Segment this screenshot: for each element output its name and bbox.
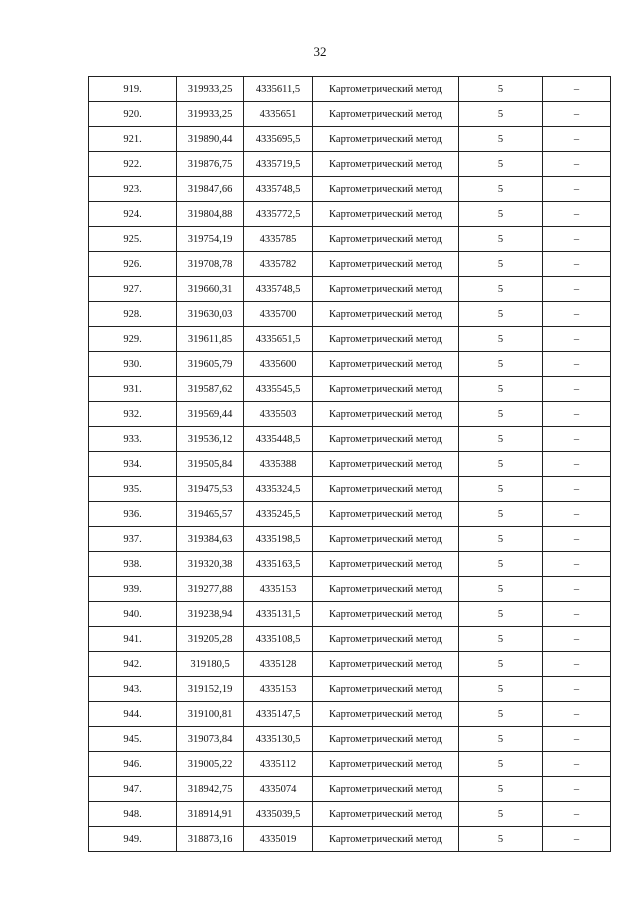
point-number-cell: 940. — [89, 602, 177, 627]
accuracy-cell: 5 — [459, 202, 543, 227]
note-cell: – — [543, 777, 611, 802]
method-cell: Картометрический метод — [313, 202, 459, 227]
note-cell: – — [543, 727, 611, 752]
note-cell: – — [543, 752, 611, 777]
method-cell: Картометрический метод — [313, 477, 459, 502]
accuracy-cell: 5 — [459, 677, 543, 702]
note-cell: – — [543, 702, 611, 727]
note-cell: – — [543, 102, 611, 127]
y-coordinate-cell: 4335147,5 — [244, 702, 313, 727]
table-row — [89, 552, 611, 577]
table-row — [89, 302, 611, 327]
point-number-cell: 920. — [89, 102, 177, 127]
note-cell: – — [543, 452, 611, 477]
y-coordinate-cell: 4335112 — [244, 752, 313, 777]
method-cell: Картометрический метод — [313, 102, 459, 127]
x-coordinate-cell: 319933,25 — [177, 102, 244, 127]
accuracy-cell: 5 — [459, 827, 543, 852]
y-coordinate-cell: 4335130,5 — [244, 727, 313, 752]
point-number-cell: 935. — [89, 477, 177, 502]
coordinates-table — [88, 76, 611, 852]
method-cell: Картометрический метод — [313, 677, 459, 702]
table-row — [89, 227, 611, 252]
note-cell: – — [543, 177, 611, 202]
y-coordinate-cell: 4335153 — [244, 577, 313, 602]
point-number-cell: 939. — [89, 577, 177, 602]
point-number-cell: 934. — [89, 452, 177, 477]
x-coordinate-cell: 319660,31 — [177, 277, 244, 302]
x-coordinate-cell: 319587,62 — [177, 377, 244, 402]
accuracy-cell: 5 — [459, 427, 543, 452]
note-cell: – — [543, 127, 611, 152]
y-coordinate-cell: 4335039,5 — [244, 802, 313, 827]
x-coordinate-cell: 319876,75 — [177, 152, 244, 177]
table-row — [89, 677, 611, 702]
method-cell: Картометрический метод — [313, 377, 459, 402]
table-row — [89, 502, 611, 527]
accuracy-cell: 5 — [459, 127, 543, 152]
note-cell: – — [543, 502, 611, 527]
method-cell: Картометрический метод — [313, 227, 459, 252]
x-coordinate-cell: 319505,84 — [177, 452, 244, 477]
method-cell: Картометрический метод — [313, 502, 459, 527]
table-row — [89, 127, 611, 152]
method-cell: Картометрический метод — [313, 152, 459, 177]
point-number-cell: 932. — [89, 402, 177, 427]
table-row — [89, 752, 611, 777]
method-cell: Картометрический метод — [313, 327, 459, 352]
page-number: 32 — [313, 44, 327, 59]
point-number-cell: 930. — [89, 352, 177, 377]
note-cell: – — [543, 352, 611, 377]
y-coordinate-cell: 4335545,5 — [244, 377, 313, 402]
point-number-cell: 948. — [89, 802, 177, 827]
note-cell: – — [543, 627, 611, 652]
x-coordinate-cell: 319100,81 — [177, 702, 244, 727]
y-coordinate-cell: 4335651,5 — [244, 327, 313, 352]
note-cell: – — [543, 427, 611, 452]
x-coordinate-cell: 319320,38 — [177, 552, 244, 577]
table-row — [89, 702, 611, 727]
point-number-cell: 945. — [89, 727, 177, 752]
method-cell: Картометрический метод — [313, 627, 459, 652]
y-coordinate-cell: 4335785 — [244, 227, 313, 252]
note-cell: – — [543, 302, 611, 327]
y-coordinate-cell: 4335695,5 — [244, 127, 313, 152]
y-coordinate-cell: 4335719,5 — [244, 152, 313, 177]
note-cell: – — [543, 827, 611, 852]
x-coordinate-cell: 318942,75 — [177, 777, 244, 802]
y-coordinate-cell: 4335611,5 — [244, 77, 313, 102]
note-cell: – — [543, 477, 611, 502]
point-number-cell: 947. — [89, 777, 177, 802]
accuracy-cell: 5 — [459, 777, 543, 802]
point-number-cell: 949. — [89, 827, 177, 852]
point-number-cell: 924. — [89, 202, 177, 227]
x-coordinate-cell: 318914,91 — [177, 802, 244, 827]
y-coordinate-cell: 4335245,5 — [244, 502, 313, 527]
x-coordinate-cell: 319073,84 — [177, 727, 244, 752]
table-row — [89, 802, 611, 827]
y-coordinate-cell: 4335782 — [244, 252, 313, 277]
note-cell: – — [543, 577, 611, 602]
accuracy-cell: 5 — [459, 602, 543, 627]
accuracy-cell: 5 — [459, 577, 543, 602]
point-number-cell: 941. — [89, 627, 177, 652]
accuracy-cell: 5 — [459, 702, 543, 727]
table-row — [89, 527, 611, 552]
point-number-cell: 919. — [89, 77, 177, 102]
table-row — [89, 777, 611, 802]
point-number-cell: 944. — [89, 702, 177, 727]
accuracy-cell: 5 — [459, 552, 543, 577]
x-coordinate-cell: 319933,25 — [177, 77, 244, 102]
note-cell: – — [543, 552, 611, 577]
y-coordinate-cell: 4335700 — [244, 302, 313, 327]
method-cell: Картометрический метод — [313, 527, 459, 552]
point-number-cell: 933. — [89, 427, 177, 452]
table-row — [89, 102, 611, 127]
accuracy-cell: 5 — [459, 652, 543, 677]
accuracy-cell: 5 — [459, 152, 543, 177]
y-coordinate-cell: 4335651 — [244, 102, 313, 127]
y-coordinate-cell: 4335153 — [244, 677, 313, 702]
method-cell: Картометрический метод — [313, 652, 459, 677]
x-coordinate-cell: 319384,63 — [177, 527, 244, 552]
point-number-cell: 943. — [89, 677, 177, 702]
method-cell: Картометрический метод — [313, 802, 459, 827]
point-number-cell: 946. — [89, 752, 177, 777]
method-cell: Картометрический метод — [313, 402, 459, 427]
x-coordinate-cell: 319847,66 — [177, 177, 244, 202]
y-coordinate-cell: 4335448,5 — [244, 427, 313, 452]
x-coordinate-cell: 319708,78 — [177, 252, 244, 277]
accuracy-cell: 5 — [459, 327, 543, 352]
note-cell: – — [543, 402, 611, 427]
accuracy-cell: 5 — [459, 527, 543, 552]
y-coordinate-cell: 4335163,5 — [244, 552, 313, 577]
method-cell: Картометрический метод — [313, 302, 459, 327]
table-row — [89, 577, 611, 602]
note-cell: – — [543, 77, 611, 102]
table-row — [89, 252, 611, 277]
point-number-cell: 938. — [89, 552, 177, 577]
accuracy-cell: 5 — [459, 802, 543, 827]
y-coordinate-cell: 4335324,5 — [244, 477, 313, 502]
x-coordinate-cell: 319475,53 — [177, 477, 244, 502]
table-row — [89, 827, 611, 852]
table-row — [89, 402, 611, 427]
y-coordinate-cell: 4335748,5 — [244, 277, 313, 302]
accuracy-cell: 5 — [459, 452, 543, 477]
note-cell: – — [543, 277, 611, 302]
point-number-cell: 937. — [89, 527, 177, 552]
point-number-cell: 942. — [89, 652, 177, 677]
method-cell: Картометрический метод — [313, 577, 459, 602]
accuracy-cell: 5 — [459, 277, 543, 302]
x-coordinate-cell: 319605,79 — [177, 352, 244, 377]
y-coordinate-cell: 4335128 — [244, 652, 313, 677]
accuracy-cell: 5 — [459, 627, 543, 652]
point-number-cell: 936. — [89, 502, 177, 527]
note-cell: – — [543, 227, 611, 252]
method-cell: Картометрический метод — [313, 777, 459, 802]
accuracy-cell: 5 — [459, 727, 543, 752]
table-row — [89, 177, 611, 202]
x-coordinate-cell: 319630,03 — [177, 302, 244, 327]
x-coordinate-cell: 319238,94 — [177, 602, 244, 627]
accuracy-cell: 5 — [459, 352, 543, 377]
x-coordinate-cell: 319611,85 — [177, 327, 244, 352]
table-row — [89, 627, 611, 652]
method-cell: Картометрический метод — [313, 552, 459, 577]
method-cell: Картометрический метод — [313, 752, 459, 777]
method-cell: Картометрический метод — [313, 252, 459, 277]
y-coordinate-cell: 4335198,5 — [244, 527, 313, 552]
coordinates-table-body — [89, 77, 611, 852]
x-coordinate-cell: 319205,28 — [177, 627, 244, 652]
method-cell: Картометрический метод — [313, 702, 459, 727]
table-row — [89, 152, 611, 177]
accuracy-cell: 5 — [459, 502, 543, 527]
accuracy-cell: 5 — [459, 302, 543, 327]
y-coordinate-cell: 4335600 — [244, 352, 313, 377]
note-cell: – — [543, 152, 611, 177]
method-cell: Картометрический метод — [313, 727, 459, 752]
note-cell: – — [543, 602, 611, 627]
point-number-cell: 922. — [89, 152, 177, 177]
x-coordinate-cell: 319890,44 — [177, 127, 244, 152]
x-coordinate-cell: 319465,57 — [177, 502, 244, 527]
note-cell: – — [543, 202, 611, 227]
method-cell: Картометрический метод — [313, 452, 459, 477]
note-cell: – — [543, 652, 611, 677]
x-coordinate-cell: 319754,19 — [177, 227, 244, 252]
point-number-cell: 927. — [89, 277, 177, 302]
note-cell: – — [543, 677, 611, 702]
method-cell: Картометрический метод — [313, 127, 459, 152]
note-cell: – — [543, 252, 611, 277]
y-coordinate-cell: 4335772,5 — [244, 202, 313, 227]
point-number-cell: 921. — [89, 127, 177, 152]
table-row — [89, 327, 611, 352]
accuracy-cell: 5 — [459, 177, 543, 202]
accuracy-cell: 5 — [459, 102, 543, 127]
accuracy-cell: 5 — [459, 752, 543, 777]
table-row — [89, 427, 611, 452]
accuracy-cell: 5 — [459, 402, 543, 427]
y-coordinate-cell: 4335503 — [244, 402, 313, 427]
note-cell: – — [543, 327, 611, 352]
note-cell: – — [543, 527, 611, 552]
y-coordinate-cell: 4335074 — [244, 777, 313, 802]
point-number-cell: 925. — [89, 227, 177, 252]
y-coordinate-cell: 4335108,5 — [244, 627, 313, 652]
table-row — [89, 377, 611, 402]
x-coordinate-cell: 318873,16 — [177, 827, 244, 852]
x-coordinate-cell: 319804,88 — [177, 202, 244, 227]
method-cell: Картометрический метод — [313, 77, 459, 102]
x-coordinate-cell: 319152,19 — [177, 677, 244, 702]
table-row — [89, 277, 611, 302]
table-row — [89, 77, 611, 102]
x-coordinate-cell: 319569,44 — [177, 402, 244, 427]
x-coordinate-cell: 319180,5 — [177, 652, 244, 677]
point-number-cell: 926. — [89, 252, 177, 277]
accuracy-cell: 5 — [459, 377, 543, 402]
method-cell: Картометрический метод — [313, 827, 459, 852]
table-row — [89, 202, 611, 227]
method-cell: Картометрический метод — [313, 602, 459, 627]
note-cell: – — [543, 377, 611, 402]
y-coordinate-cell: 4335748,5 — [244, 177, 313, 202]
table-row — [89, 727, 611, 752]
method-cell: Картометрический метод — [313, 427, 459, 452]
note-cell: – — [543, 802, 611, 827]
x-coordinate-cell: 319277,88 — [177, 577, 244, 602]
accuracy-cell: 5 — [459, 227, 543, 252]
point-number-cell: 928. — [89, 302, 177, 327]
y-coordinate-cell: 4335131,5 — [244, 602, 313, 627]
table-row — [89, 652, 611, 677]
accuracy-cell: 5 — [459, 77, 543, 102]
table-row — [89, 477, 611, 502]
method-cell: Картометрический метод — [313, 352, 459, 377]
y-coordinate-cell: 4335388 — [244, 452, 313, 477]
table-row — [89, 452, 611, 477]
table-row — [89, 602, 611, 627]
y-coordinate-cell: 4335019 — [244, 827, 313, 852]
x-coordinate-cell: 319536,12 — [177, 427, 244, 452]
table-row — [89, 352, 611, 377]
x-coordinate-cell: 319005,22 — [177, 752, 244, 777]
point-number-cell: 931. — [89, 377, 177, 402]
point-number-cell: 923. — [89, 177, 177, 202]
accuracy-cell: 5 — [459, 252, 543, 277]
accuracy-cell: 5 — [459, 477, 543, 502]
point-number-cell: 929. — [89, 327, 177, 352]
method-cell: Картометрический метод — [313, 277, 459, 302]
method-cell: Картометрический метод — [313, 177, 459, 202]
